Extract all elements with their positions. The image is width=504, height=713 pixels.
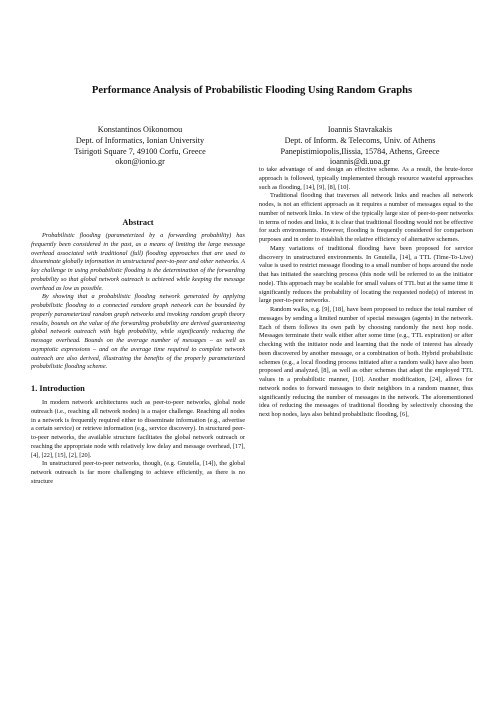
author-block-1	[55, 125, 225, 168]
body-paragraph: In modern network architectures such as peer-to-peer networks, global node outreach (i.e., reaching all network nodes) is a major challenge. Reaching all nodes in a network is frequently required either to disseminate information (e.g., advertise a certain service) or retrieve information (e.g., service discovery). In structured peer-to-peer networks, the available structure facilitates the global network outreach or reaching the appropriate node with relatively low delay and message overhead, [17], [4], [22], [15], [2], [20].	[31, 399, 245, 459]
author-name: Konstantinos Oikonomou	[97, 125, 183, 134]
body-paragraph: Traditional flooding that traverses all network links and reaches all network nodes, is not an efficient approach as it requires a number of messages equal to the number of network links. In view of the typically large size of peer-to-peer networks in terms of nodes and links, it is clear that traditional flooding would not be effective for such environments. However, flooding is frequently considered for comparison purposes and in order to establish the relative efficiency of alternative schemes.	[259, 192, 473, 243]
section-heading: 1. Introduction	[31, 384, 85, 393]
abstract-heading: Abstract	[122, 218, 154, 227]
author-affiliation: Dept. of Informatics, Ionian University	[75, 135, 205, 145]
author-email: okon@ionio.gr	[115, 157, 165, 167]
abstract-paragraph: Probabilistic flooding (parameterized by a forwarding probability) has frequently been considered in the past, as a means of limiting the large message overhead associated with traditional (full) flooding approaches that are used to disseminate globally information in unstructured peer-to-peer and other networks. A key challenge in using probabilistic flooding is the determination of the forwarding probability so that global network outreach is achieved while keeping the message overhead as low as possible.	[31, 232, 245, 292]
abstract-section	[31, 218, 245, 372]
author-name: Ioannis Stavrakakis	[327, 125, 393, 134]
author-affiliation: Dept. of Inform. & Telecoms, Univ. of Athens	[284, 135, 436, 145]
author-address: Tsirigoti Square 7, 49100 Corfu, Greece	[74, 146, 206, 156]
abstract-paragraph: By showing that a probabilistic flooding network generated by applying probabilistic flooding to a connected random graph network can be bounded by properly parameterized random graph networks and invoking random graph theory results, bounds on the value of the forwarding probability are derived guaranteeing global network outreach with high probability, while significantly reducing the message overhead. Bounds on the average number of messages – as well as asymptotic expressions – and on the average time required to complete network outreach are also derived, illustrating the benefits of the properly parameterized probabilistic flooding scheme.	[31, 293, 245, 371]
body-paragraph: to take advantage of and design an effective scheme. As a result, the brute-force approach is followed, typically implemented through resource wasteful approaches such as flooding, [14], [9], [8], [10].	[259, 166, 473, 191]
paper-title: Performance Analysis of Probabilistic Flooding Using Random Graphs	[91, 85, 413, 96]
body-paragraph: In unstructured peer-to-peer networks, though, (e.g. Gnutella, [14]), the global network outreach is far more challenging to achieve efficiently, as there is no structure	[31, 460, 245, 485]
body-paragraph: Random walks, e.g. [9], [18], have been proposed to reduce the total number of messages by sending a limited number of special messages (agents) in the network. Each of them follows its own path by choosing randomly the next hop node. Messages terminate their walk either after some time (e.g., TTL expiration) or after checking with the initiator node and learning that the node of interest has already been discovered by another message, or a combination of both. Hybrid probabilistic schemes (e.g., a local flooding process initiated after a random walk) have also been proposed and analyzed, [8], as well as other schemes that adapt the employed TTL values in a probabilistic manner, [10]. Another modification, [24], allows for network nodes to forward messages to their neighbors in a random manner, thus significantly reducing the number of messages in the network. The aforementioned idea of reducing the messages of traditional flooding by selectively choosing the next hop nodes, lays also behind probabilistic flooding, [6],	[259, 306, 473, 418]
author-email: ioannis@di.uoa.gr	[329, 157, 391, 167]
right-column	[259, 166, 473, 420]
author-address: Panepistimiopolis,Ilissia, 15784, Athens, Greece	[280, 146, 440, 156]
left-column	[31, 218, 245, 487]
body-paragraph: Many variations of traditional flooding have been proposed for service discovery in unstructured environments. In Gnutella, [14], a TTL (Time-To-Live) value is used to restrict message flooding to a small number of hops around the node that has initiated the searching process (this node will be referred to as the initiator node). This approach may be scalable for small values of TTL but at the same time it significantly reduces the probability of locating the requested node(s) of interest in large peer-to-peer networks.	[259, 244, 473, 305]
author-block-2	[260, 125, 460, 168]
